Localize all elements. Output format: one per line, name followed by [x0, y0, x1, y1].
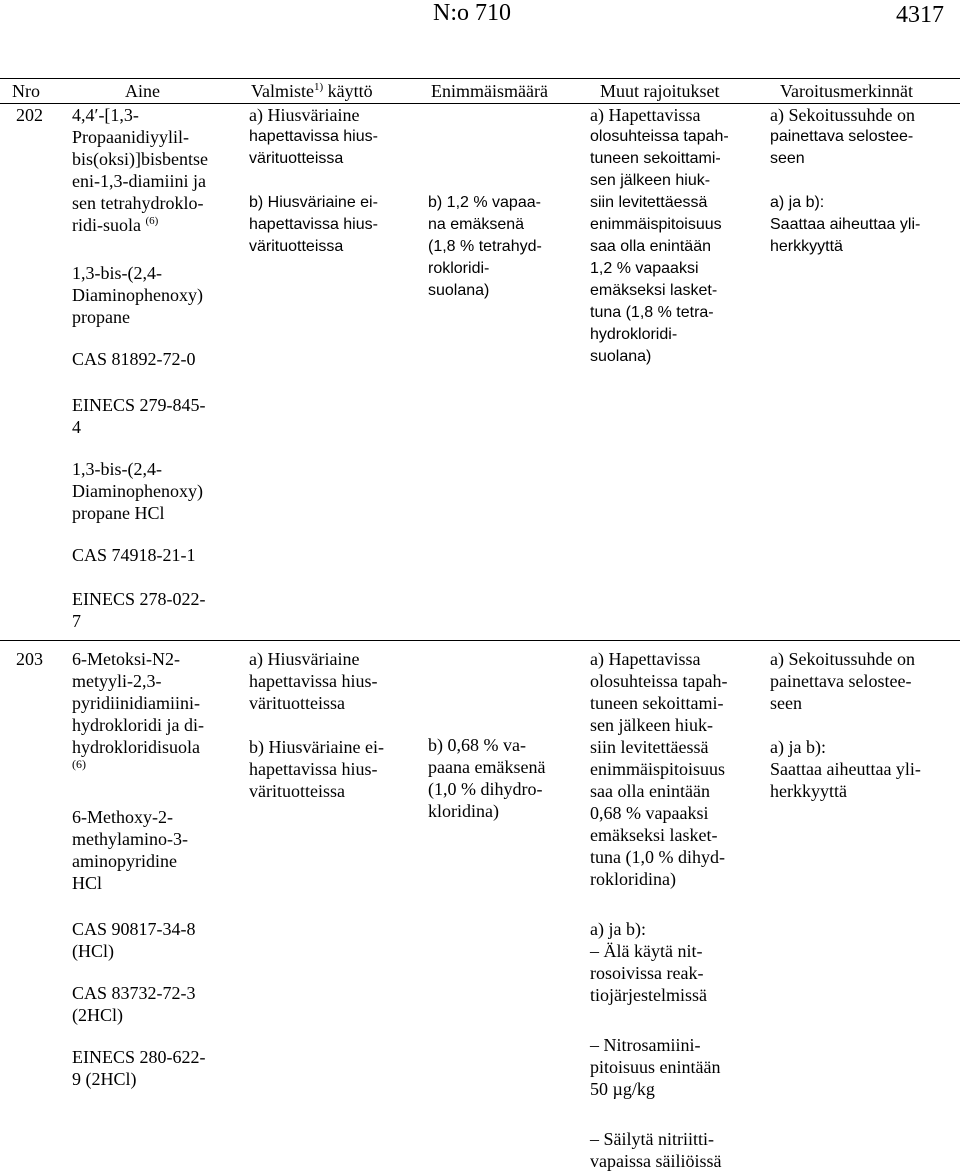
- row-203-cas-1: CAS 90817-34-8 (HCl): [72, 919, 196, 961]
- footnote-ref: (6): [145, 215, 159, 227]
- col-header-varoitus: Varoitusmerkinnät: [780, 81, 913, 101]
- valmiste-footnote: 1): [314, 81, 324, 93]
- row-203-aine-english: 6-Methoxy-2- methylamino-3- aminopyridine HCl: [72, 807, 188, 893]
- row-202-cas-2: CAS 74918-21-1: [72, 545, 196, 565]
- row-202-aine-hcl: 1,3-bis-(2,4- Diaminophenoxy) propane HCl: [72, 459, 203, 523]
- valmiste-label: Valmiste: [251, 81, 314, 101]
- row-203-cas-2: CAS 83732-72-3 (2HCl): [72, 983, 196, 1025]
- row-203-enimmaismaara: b) 0,68 % va- paana emäksenä (1,0 % dihydro- kloridina): [428, 735, 546, 821]
- row-202-einecs-1: EINECS 279-845- 4: [72, 395, 206, 437]
- row-203-valmiste-b: b) Hiusväriaine ei- hapettavissa hius- värituotteissa: [249, 737, 384, 801]
- row-203-muut-item-1: – Älä käytä nit- rosoivissa reak- tiojärjestelmissä: [590, 941, 707, 1005]
- col-header-enimmaismaara: Enimmäismäärä: [431, 81, 548, 101]
- row-203-varoitus-b: a) ja b): Saattaa aiheuttaa yli- herkkyyttä: [770, 737, 921, 801]
- row-203-muut-ab: a) ja b):: [590, 919, 646, 939]
- col-header-muut: Muut rajoitukset: [600, 81, 720, 101]
- row-203-valmiste-a: a) Hiusväriaine hapettavissa hius- värituotteissa: [249, 649, 378, 713]
- row-202-einecs-2: EINECS 278-022- 7: [72, 589, 206, 631]
- row-203-aine-name: 6-Metoksi-N2- metyyli-2,3- pyridiinidiamiini- hydrokloridi ja di- hydrokloridisuola $^{(6)}$: [72, 649, 204, 771]
- row-202-number: 202: [16, 105, 43, 125]
- row-202-cas-1: CAS 81892-72-0: [72, 349, 196, 369]
- row-202-varoitus-b: a) ja b): Saattaa aiheuttaa yli- herkkyyttä: [770, 194, 921, 255]
- header-top-rule: [0, 78, 960, 79]
- col-header-aine: Aine: [125, 81, 160, 101]
- row-203-muut-item-2: – Nitrosamiini- pitoisuus enintään 50 µg/kg: [590, 1035, 721, 1099]
- row-separator: [0, 640, 960, 641]
- row-202-enimmaismaara: b) 1,2 % vapaa- na emäksenä (1,8 % tetrahyd- rokloridi- suolana): [428, 194, 542, 299]
- row-202-aine-name: 4,4′-[1,3- Propaanidiyylil- bis(oksi)]bisbentse eni-1,3-diamiini ja sen tetrahydroklo- ridi-suola $^{(6)}$: [72, 105, 208, 235]
- journal-number: N:o 710: [433, 0, 511, 26]
- row-202-muut-rajoitukset: a) Hapettavissa olosuhteissa tapah- tuneen sekoittami- sen jälkeen hiuk- siin levitettäessä enimmäispitoisuus saa olla enintään 1,2 % vapaaksi emäkseksi lasket- tuna (1,8 % tetra- hydrokloridi- suolana): [590, 105, 729, 365]
- row-202-aine-english: 1,3-bis-(2,4- Diaminophenoxy) propane: [72, 263, 203, 327]
- page-number: 4317: [896, 2, 944, 28]
- row-203-muut-rajoitukset: a) Hapettavissa olosuhteissa tapah- tuneen sekoittami- sen jälkeen hiuk- siin levitettäessä enimmäispitoisuus saa olla enintään 0,68 % vapaaksi emäkseksi lasket- tuna (1,0 % dihyd- rokloridina): [590, 649, 728, 889]
- row-203-muut-item-3: – Säilytä nitriitti- vapaissa säiliöissä: [590, 1129, 722, 1171]
- col-header-valmiste: [251, 80, 373, 102]
- row-202-valmiste-b: b) Hiusväriaine ei- hapettavissa hius- värituotteissa: [249, 194, 378, 255]
- row-203-einecs: EINECS 280-622- 9 (2HCl): [72, 1047, 206, 1089]
- row-202-valmiste-a: a) Hiusväriaine hapettavissa hius- värituotteissa: [249, 105, 378, 167]
- row-203-varoitus-a: a) Sekoitussuhde on painettava selostee- seen: [770, 649, 915, 713]
- row-202-varoitus-a: a) Sekoitussuhde on painettava selostee- seen: [770, 105, 915, 167]
- row-203-number: 203: [16, 649, 43, 669]
- valmiste-suffix: käyttö: [327, 81, 373, 101]
- col-header-nro: Nro: [12, 81, 40, 101]
- footnote-ref: (6): [72, 757, 86, 771]
